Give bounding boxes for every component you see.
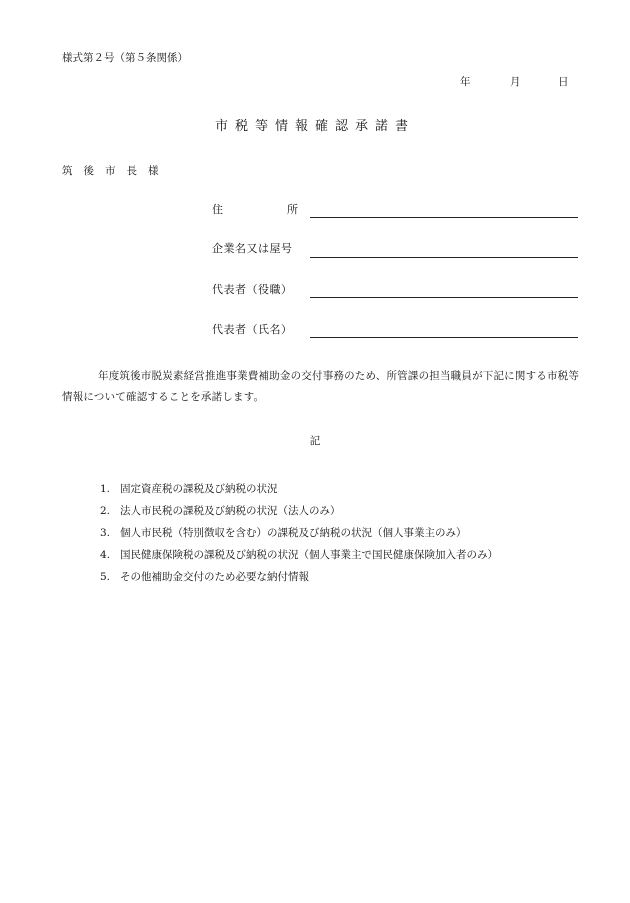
company-name-label: 企業名又は屋号 (212, 242, 293, 255)
list-item-number: 5. (100, 571, 111, 583)
list-item-text: 国民健康保険税の課税及び納税の状況（個人事業主で国民健康保険加入者のみ） (120, 549, 498, 561)
ki-heading: 記 (309, 435, 321, 447)
list-item (100, 544, 498, 566)
date-day-label: 日 (558, 76, 569, 88)
document-title: 市税等情報確認承諾書 (214, 119, 415, 134)
list-item-number: 2. (100, 505, 111, 517)
addressee: 筑後市長様 (62, 165, 170, 177)
list-item-text: 個人市民税（特別徴収を含む）の課税及び納税の状況（個人事業主のみ） (120, 527, 467, 539)
list-item (100, 522, 498, 544)
representative-title-label: 代表者（役職） (212, 283, 293, 296)
list-item (100, 500, 498, 522)
address-label-right: 所 (287, 203, 298, 216)
list-item-number: 3. (100, 527, 111, 539)
list-item (100, 566, 498, 588)
date-month-label: 月 (510, 76, 521, 88)
address-label (212, 203, 298, 218)
consent-item-list (100, 478, 498, 588)
list-item-number: 4. (100, 549, 111, 561)
list-item-text: その他補助金交付のため必要な納付情報 (120, 571, 309, 583)
company-name-input-line[interactable] (310, 257, 578, 258)
list-item-number: 1. (100, 483, 111, 495)
list-item-text: 法人市民税の課税及び納税の状況（法人のみ） (120, 505, 341, 517)
representative-name-input-line[interactable] (310, 337, 578, 338)
list-item-text: 固定資産税の課税及び納税の状況 (120, 483, 278, 495)
representative-title-input-line[interactable] (310, 297, 578, 298)
list-item (100, 478, 498, 500)
consent-body-text: 年度筑後市脱炭素経営推進事業費補助金の交付事務のため、所管課の担当職員が下記に関する市税等情報について確認することを承諾します。 (62, 370, 580, 403)
representative-name-label: 代表者（氏名） (212, 323, 293, 336)
date-year-label: 年 (460, 76, 471, 88)
form-number: 様式第２号（第５条関係） (62, 52, 188, 64)
address-label-left: 住 (212, 203, 223, 216)
address-input-line[interactable] (310, 217, 578, 218)
